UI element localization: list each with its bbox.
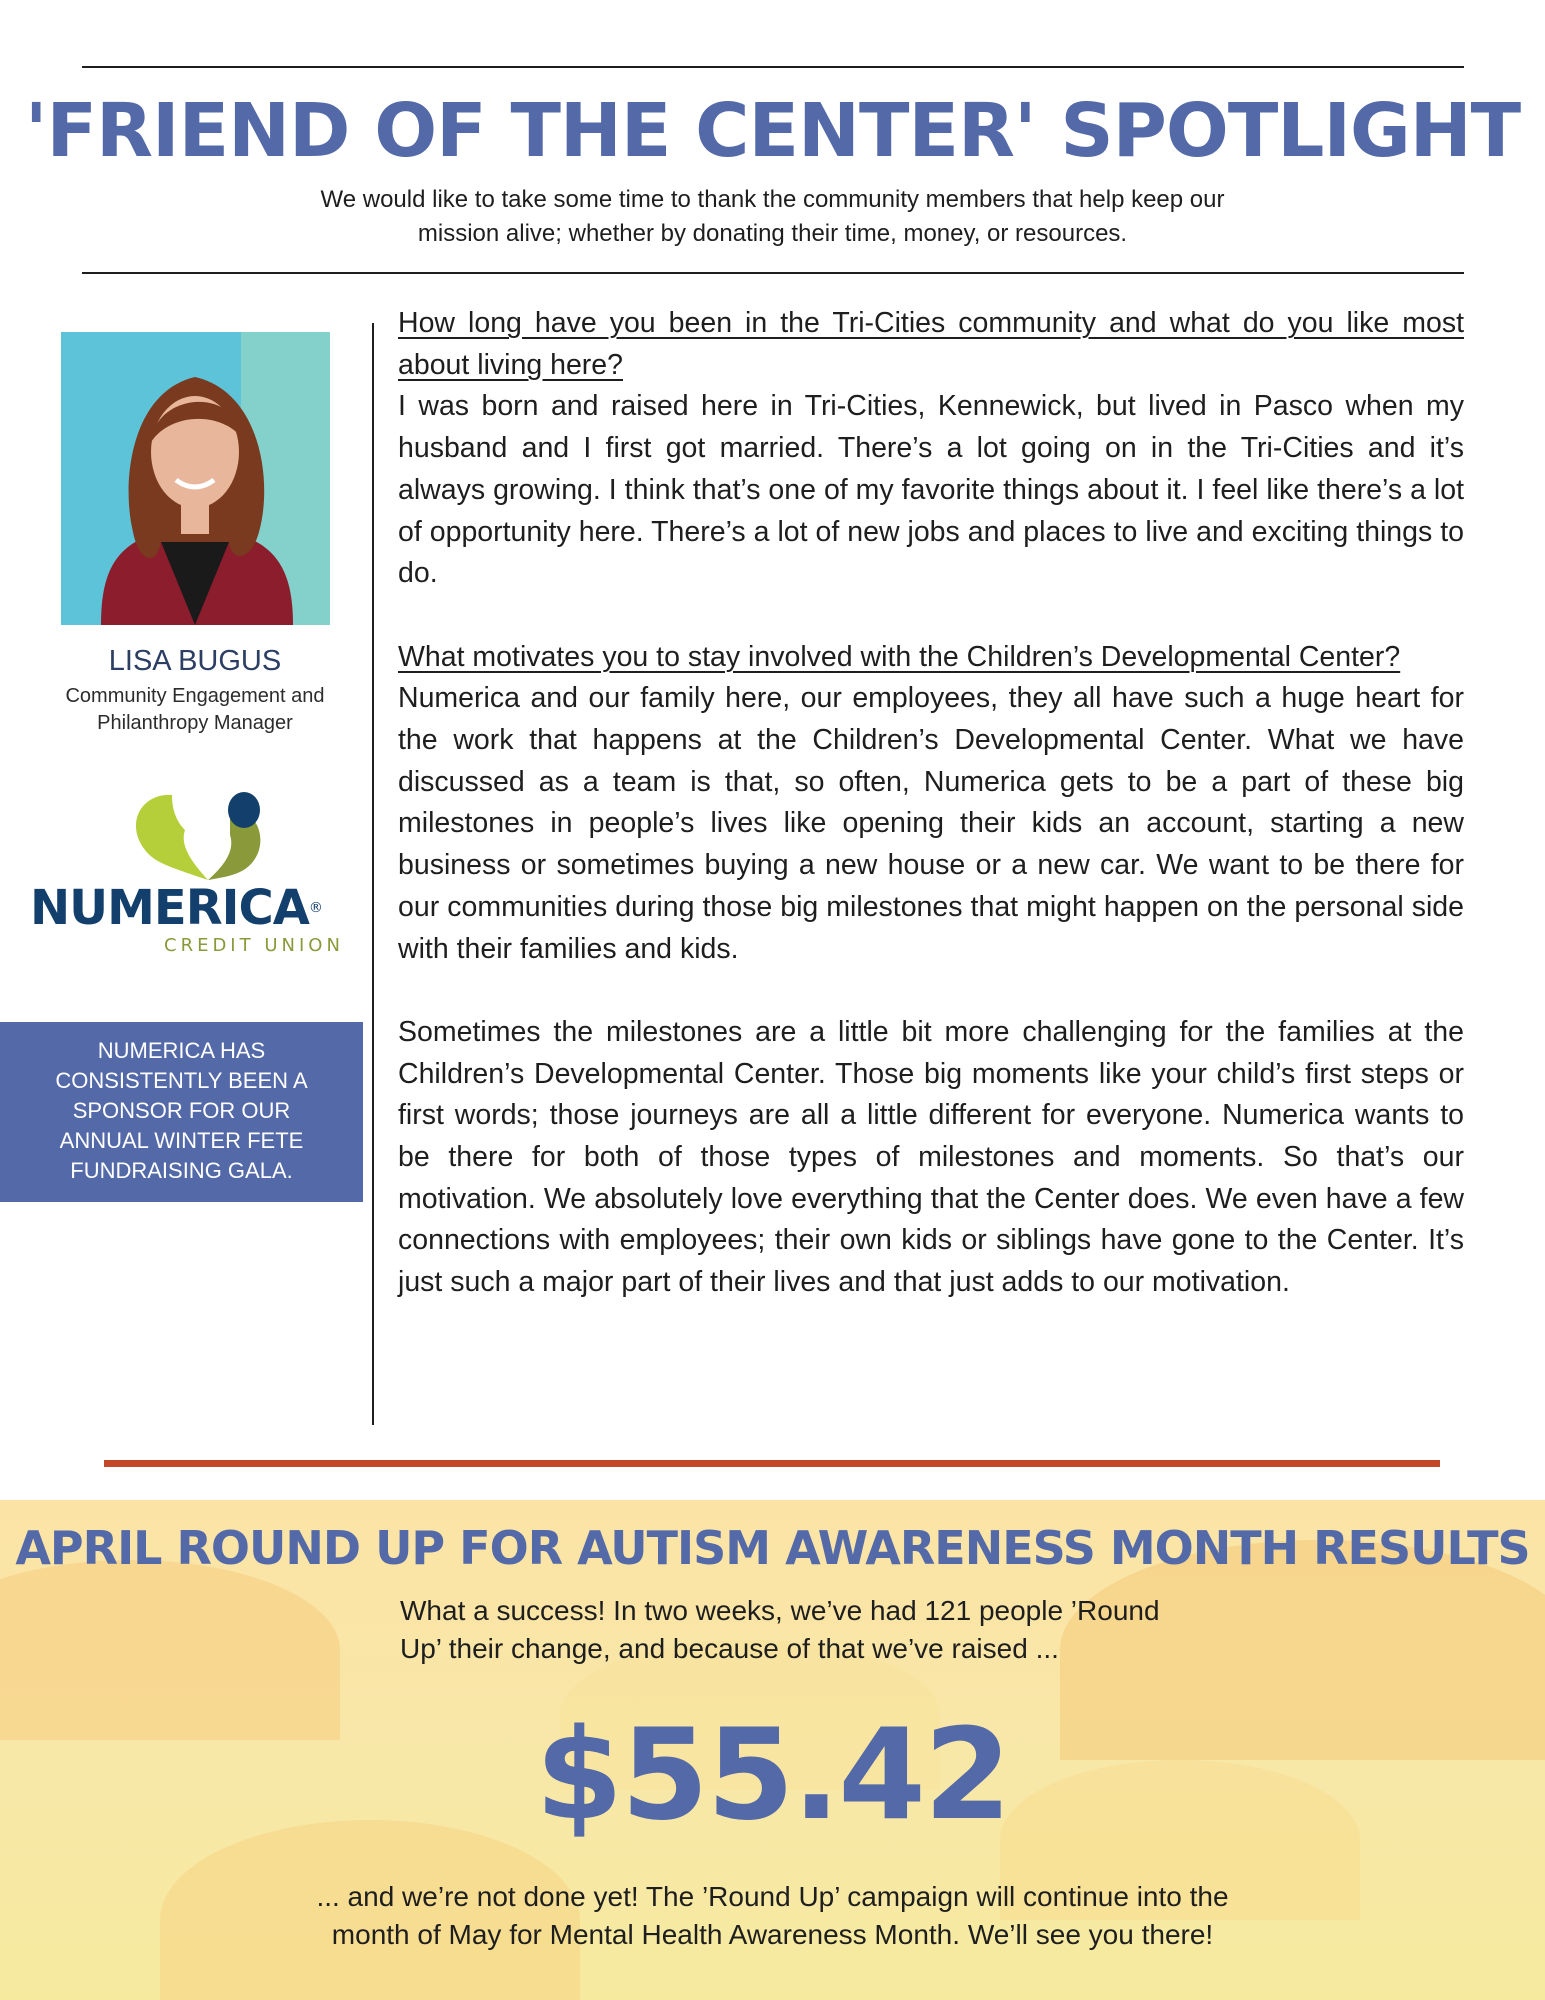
sponsor-callout <box>0 1022 363 1202</box>
question-2: What motivates you to stay involved with the Children’s Developmental Center? <box>398 640 1401 673</box>
paragraph-spacer <box>398 595 1464 637</box>
page-subtitle <box>250 183 1295 251</box>
profile-role-line-2: Philanthropy Manager <box>97 712 293 734</box>
numerica-wordmark-text: NUMERICA <box>30 880 309 936</box>
profile-name: LISA BUGUS <box>108 645 282 677</box>
profile-photo <box>61 332 330 625</box>
interview-column <box>398 303 1464 1304</box>
credit-union-label: CREDIT UNION <box>164 935 344 956</box>
section-divider <box>104 1460 1440 1467</box>
roundup-outro-line-1: ... and we’re not done yet! The ’Round Up’ campaign will continue into the <box>316 1881 1229 1912</box>
question-1: How long have you been in the Tri-Cities community and what do you like most about living here? <box>398 307 1464 381</box>
roundup-intro-line-1: What a success! In two weeks, we’ve had 121 people ’Round <box>400 1595 1160 1626</box>
header-bottom-rule <box>82 272 1464 274</box>
amount-raised: $55.42 <box>535 1701 1010 1848</box>
answer-3: Sometimes the milestones are a little bit more challenging for the families at the Children’s Developmental Center. Those big moments like your child’s first steps or first words; those journeys are all a little different for everyone. Numerica wants to be there for both of those types of milestones and moments. So that’s our motivation. We absolutely love everything that the Center does. We even have a few connections with employees; their own kids or siblings have gone to the Center. It’s just such a major part of their lives and that just adds to our motivation. <box>398 1015 1464 1299</box>
portrait-illustration <box>61 332 330 625</box>
numerica-wordmark <box>30 880 350 936</box>
sponsor-callout-text: NUMERICA HAS CONSISTENTLY BEEN A SPONSOR FOR OUR ANNUAL WINTER FETE FUNDRAISING GALA. <box>55 1038 308 1183</box>
numerica-logo <box>30 785 350 960</box>
registered-mark: ® <box>308 900 322 916</box>
answer-1: I was born and raised here in Tri-Cities, Kennewick, but lived in Pasco when my husband and I first got married. There’s a lot going on in the Tri-Cities and it’s always growing. I think that’s one of my favorite things about it. I feel like there’s a lot of opportunity here. There’s a lot of new jobs and places to live and exciting things to do. <box>398 390 1464 590</box>
top-rule <box>82 66 1464 68</box>
page-title: 'FRIEND OF THE CENTER' SPOTLIGHT <box>24 88 1521 174</box>
answer-2: Numerica and our family here, our employees, they all have such a huge heart for the work that happens at the Children’s Developmental Center. What we have discussed as a team is that, so often, Numerica gets to be a part of these big milestones in people’s lives like opening their kids an account, starting a new business or sometimes buying a new house or a new car. We want to be there for our communities during those big milestones that might happen on the personal side with their families and kids. <box>398 682 1464 965</box>
numerica-emblem-icon <box>30 785 350 885</box>
roundup-banner <box>0 1500 1545 2000</box>
column-divider <box>372 323 374 1425</box>
profile-role <box>20 683 370 737</box>
subtitle-line-1: We would like to take some time to thank the community members that help keep our <box>320 186 1225 213</box>
roundup-outro-line-2: month of May for Mental Health Awareness Month. We’ll see you there! <box>331 1919 1214 1950</box>
paragraph-spacer <box>398 970 1464 1012</box>
roundup-title: APRIL ROUND UP FOR AUTISM AWARENESS MONTH RESULTS <box>15 1521 1530 1575</box>
profile-role-line-1: Community Engagement and <box>65 685 325 707</box>
roundup-outro <box>250 1878 1295 1954</box>
roundup-intro <box>400 1592 1200 1668</box>
roundup-intro-line-2: Up’ their change, and because of that we’ve raised ... <box>400 1633 1059 1664</box>
subtitle-line-2: mission alive; whether by donating their time, money, or resources. <box>417 220 1128 247</box>
